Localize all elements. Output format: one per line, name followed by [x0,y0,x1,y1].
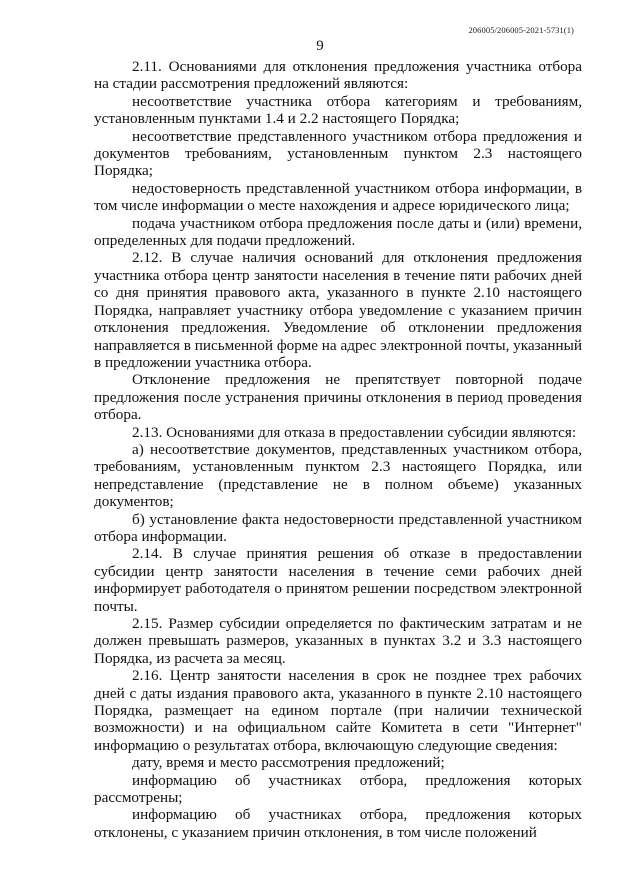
paragraph-item: несоответствие представленного участником отбора предложения и документов требованиям, установленным пунктом 2.3 настоящего Порядка; [94,127,582,180]
paragraph-item: Отклонение предложения не препятствует повторной подаче предложения после устранения причины отклонения в период проведения отбора. [94,371,582,424]
paragraph-2-14: 2.14. В случае принятия решения об отказе в предоставлении субсидии центр занятости населения в течение семи рабочих дней информирует работодателя о принятом решении посредством электронной почты. [94,545,582,615]
page-number: 9 [316,38,324,54]
paragraph-item: а) несоответствие документов, представленных участником отбора, требованиям, установленным пунктом 2.3 настоящего Порядка, или непредставление (представление не в полном объеме) указанных документов; [94,440,582,511]
paragraph-2-13: 2.13. Основаниями для отказа в предоставлении субсидии являются: [132,423,577,441]
paragraph-2-12: 2.12. В случае наличия оснований для отклонения предложения участника отбора центр занятости населения в течение пяти рабочих дней со дня принятия правового акта, указанного в пункте 2.10 настоящего Порядка, направляет участнику отбора уведомление с указанием причин отклонения предложения. Уведомление об отклонении предложения направляется в письменной форме на адрес электронной почты, указанный в предложении участника отбора. [94,249,582,371]
paragraph-item: информацию об участниках отбора, предложения которых отклонены, с указанием причин отклонения, в том числе положений [94,806,582,841]
paragraph-item: подача участником отбора предложения после даты и (или) времени, определенных для подачи предложений. [94,214,582,250]
paragraph-item: недостоверность представленной участником отбора информации, в том числе информации о месте нахождения и адресе юридического лица; [94,179,582,215]
paragraph-item: б) установление факта недостоверности представленной участником отбора информации. [94,510,582,545]
paragraph-2-15: 2.15. Размер субсидии определяется по фактическим затратам и не должен превышать размеров, указанных в пунктах 3.2 и 3.3 настоящего Порядка, из расчета за месяц. [94,615,582,667]
paragraph-item: информацию об участниках отбора, предложения которых рассмотрены; [94,771,582,807]
document-body [94,58,582,841]
paragraph-2-16: 2.16. Центр занятости населения в срок не позднее трех рабочих дней с даты издания правового акта, указанного в пункте 2.10 настоящего Порядка, размещает на едином портале (при наличии технической возможности) и на официальном сайте Комитета в сети "Интернет" информацию о результатах отбора, включающую следующие сведения: [94,667,582,754]
paragraph-item: несоответствие участника отбора категориям и требованиям, установленным пунктами 1.4 и 2.2 настоящего Порядка; [94,92,582,128]
document-id: 206005/206005-2021-5731(1) [468,25,574,35]
paragraph-2-11: 2.11. Основаниями для отклонения предложения участника отбора на стадии рассмотрения предложений являются: [94,58,582,93]
paragraph-item: дату, время и место рассмотрения предложений; [132,754,445,772]
